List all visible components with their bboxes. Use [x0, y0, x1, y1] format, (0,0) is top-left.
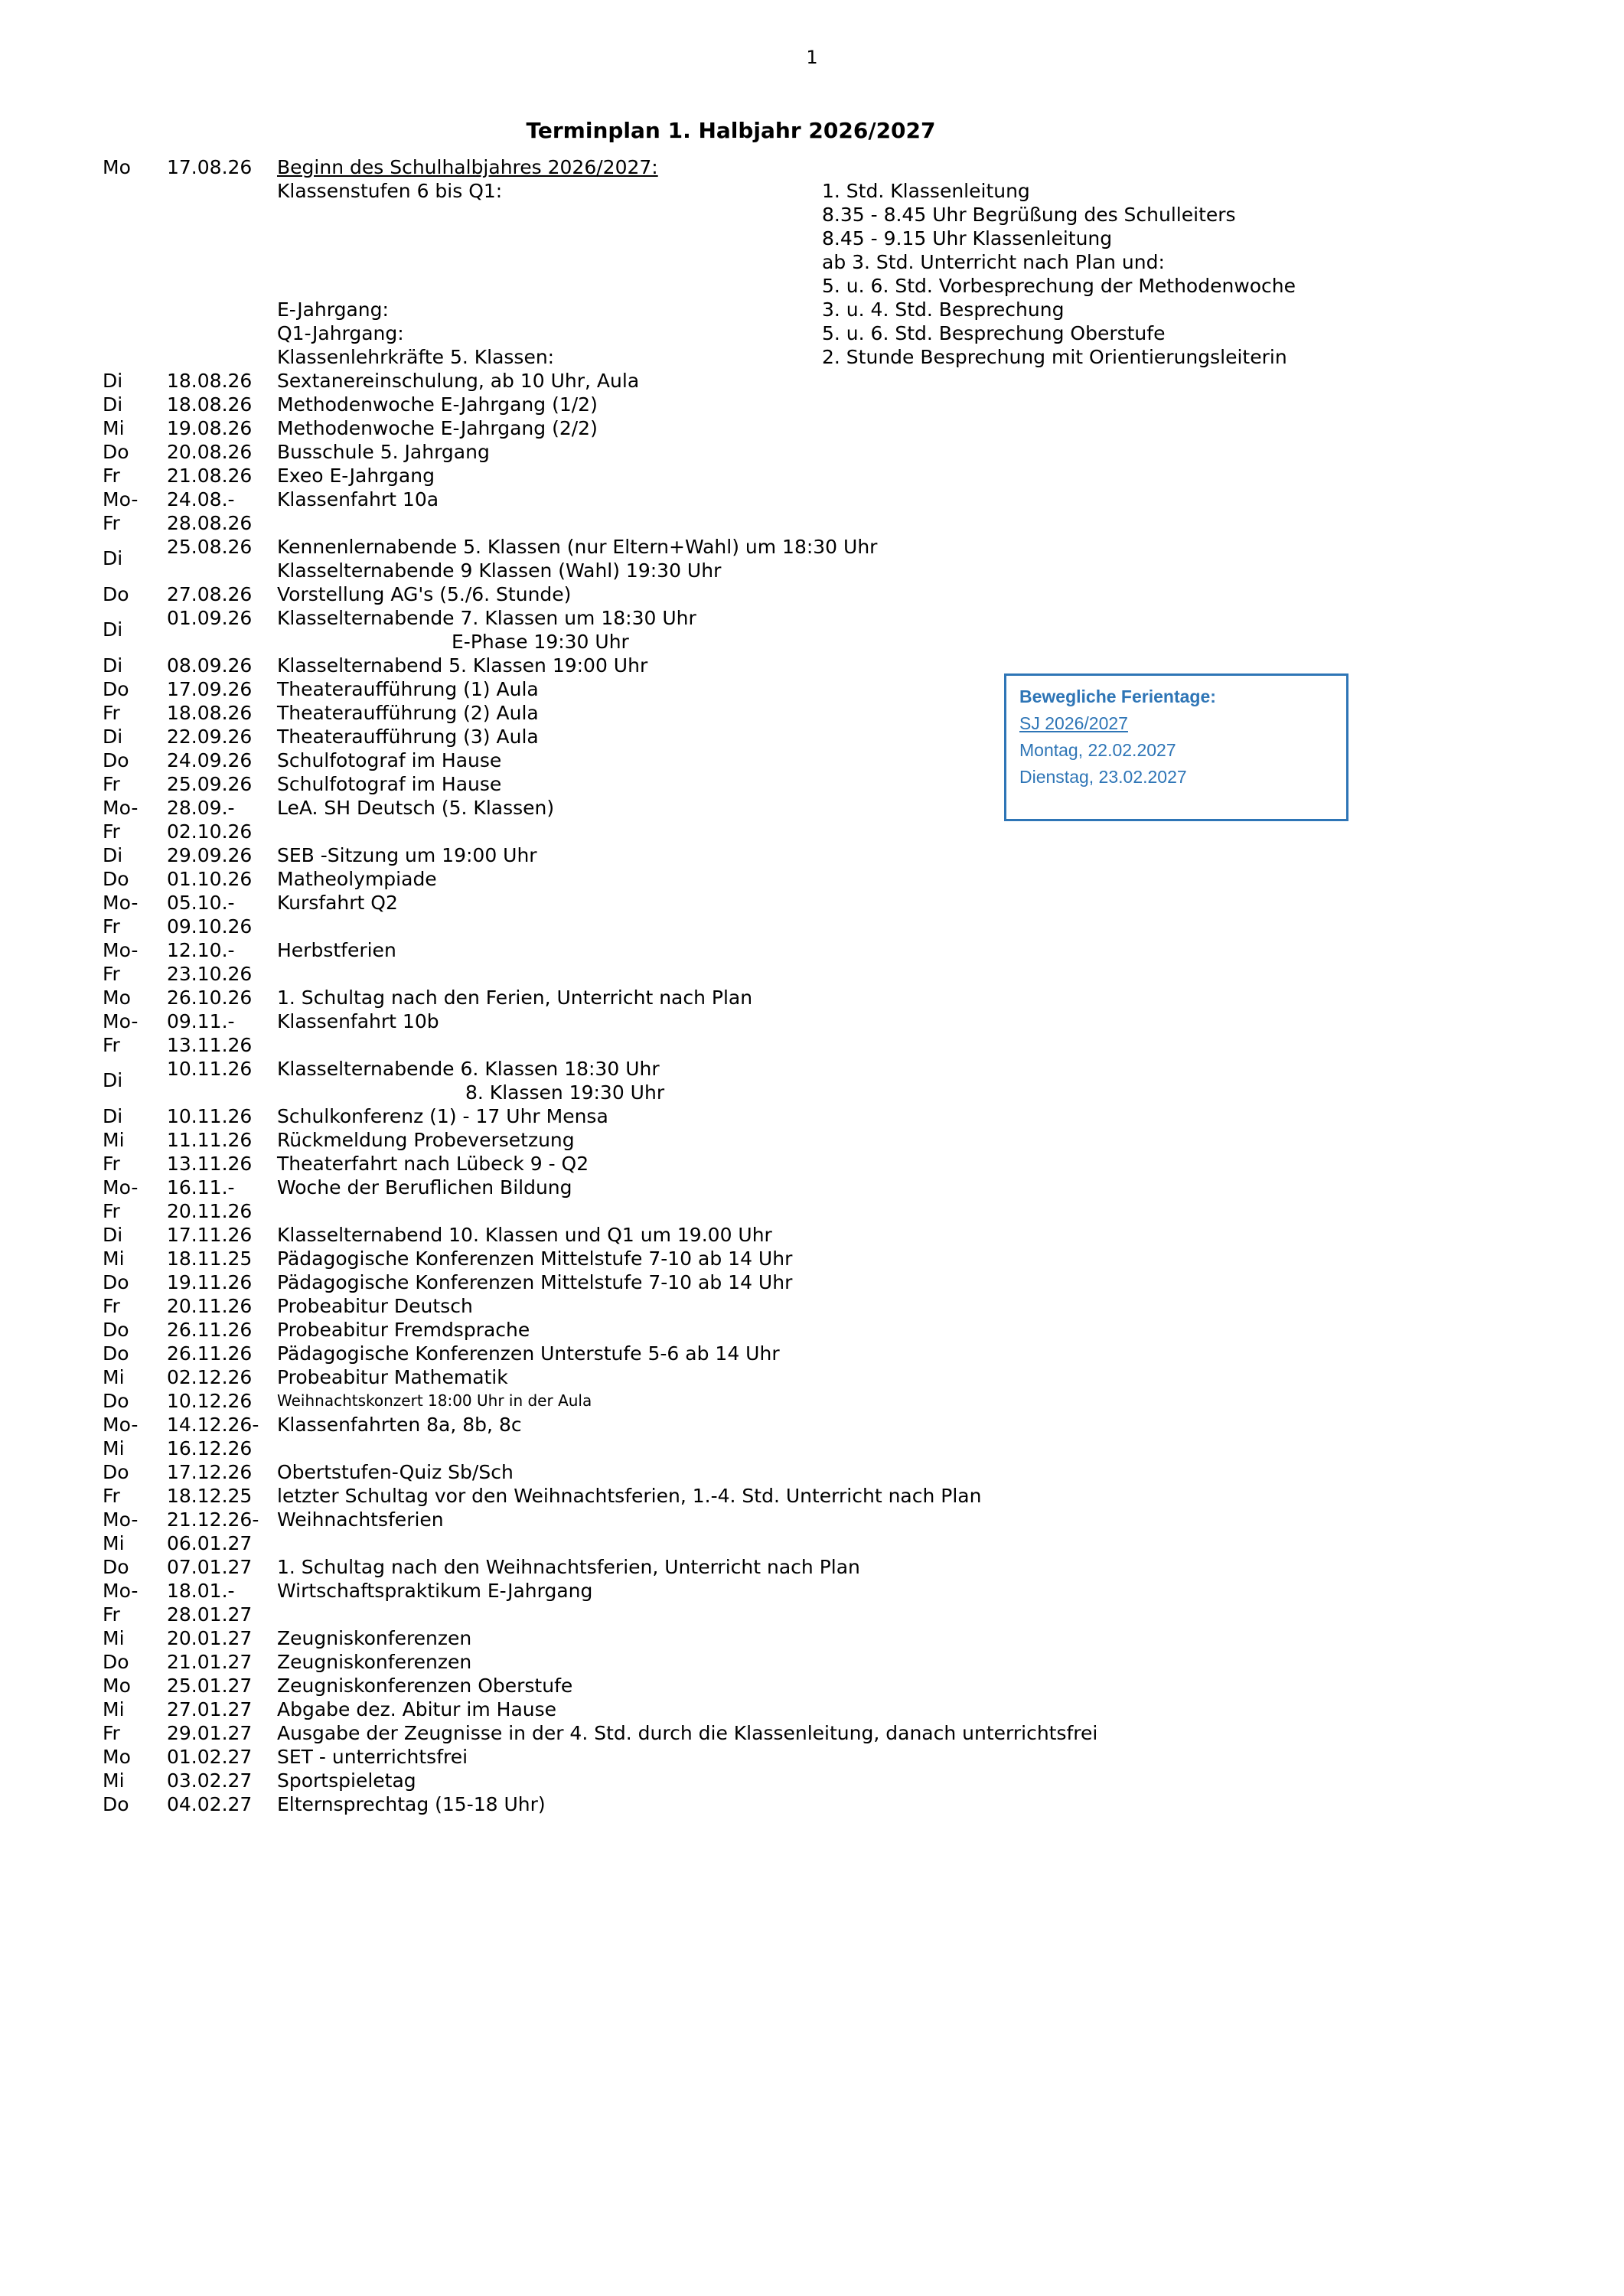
date: 01.10.26	[167, 868, 253, 890]
weekday: Do	[103, 583, 129, 605]
schedule-row	[103, 606, 1557, 654]
opening-line-detail: 1. Std. Klassenleitung	[822, 180, 1030, 202]
event-text: Klassenfahrt 10a	[277, 488, 439, 510]
schedule-row	[103, 440, 1557, 464]
opening-line-detail: ab 3. Std. Unterricht nach Plan und:	[822, 251, 1165, 273]
weekday: Mo-	[103, 1414, 139, 1436]
schedule-row	[103, 1128, 1557, 1152]
event-text: Methodenwoche E-Jahrgang (2/2)	[277, 417, 598, 439]
schedule-list	[103, 155, 1557, 1816]
date: 19.08.26	[167, 417, 253, 439]
event-text: Klasselternabende 7. Klassen um 18:30 Uhr	[277, 607, 696, 629]
weekday: Do	[103, 1319, 129, 1341]
weekday: Fr	[103, 820, 120, 843]
date: 20.01.27	[167, 1627, 253, 1649]
schedule-row	[103, 938, 1557, 962]
opening-line	[103, 250, 1557, 274]
schedule-row	[103, 393, 1557, 416]
schedule-row	[103, 1484, 1557, 1508]
weekday: Do	[103, 1461, 129, 1483]
document-title: Terminplan 1. Halbjahr 2026/2027	[526, 118, 936, 143]
date: 03.02.27	[167, 1769, 253, 1792]
opening-line	[103, 345, 1557, 369]
event-text: Abgabe dez. Abitur im Hause	[277, 1698, 557, 1720]
holiday-day: Montag, 22.02.2027	[1019, 740, 1176, 760]
date: 07.01.27	[167, 1556, 253, 1578]
schedule-row	[103, 1033, 1557, 1057]
weekday: Fr	[103, 702, 120, 724]
schedule-row	[103, 1318, 1557, 1342]
schedule-row	[103, 1413, 1557, 1437]
opening-line	[103, 227, 1557, 250]
event-text: Theateraufführung (2) Aula	[277, 702, 539, 724]
event-text: Pädagogische Konferenzen Unterstufe 5-6 ab 14 Uhr	[277, 1342, 780, 1365]
event-text: Sportspieletag	[277, 1769, 416, 1792]
schedule-row	[103, 1389, 1557, 1413]
event-text: Zeugniskonferenzen	[277, 1627, 472, 1649]
date: 23.10.26	[167, 963, 253, 985]
date: 17.09.26	[167, 678, 253, 700]
weekday: Fr	[103, 915, 120, 938]
schedule-row	[103, 891, 1557, 915]
schedule-row	[103, 1555, 1557, 1579]
event-text: Klasselternabend 5. Klassen 19:00 Uhr	[277, 654, 648, 677]
opening-line-label: Klassenstufen 6 bis Q1:	[277, 180, 503, 202]
weekday: Di	[103, 370, 123, 392]
schedule-row	[103, 1342, 1557, 1365]
date: 16.12.26	[167, 1437, 253, 1459]
date: 26.11.26	[167, 1319, 253, 1341]
opening-line	[103, 298, 1557, 321]
event-text: Probeabitur Fremdsprache	[277, 1319, 530, 1341]
event-text-line2: 8. Klassen 19:30 Uhr	[465, 1081, 665, 1104]
schedule-row	[103, 1460, 1557, 1484]
schedule-row	[103, 1721, 1557, 1745]
schedule-row	[103, 1531, 1557, 1555]
weekday: Di	[103, 1105, 123, 1127]
schedule-row	[103, 582, 1557, 606]
date: 12.10.-	[167, 939, 235, 961]
opening-line	[103, 203, 1557, 227]
date: 18.08.26	[167, 702, 253, 724]
event-text: Zeugniskonferenzen Oberstufe	[277, 1675, 573, 1697]
date: 17.08.26	[167, 156, 253, 178]
event-text: Schulfotograf im Hause	[277, 749, 502, 771]
weekday: Do	[103, 1271, 129, 1293]
schedule-row	[103, 1674, 1557, 1698]
date: 13.11.26	[167, 1153, 253, 1175]
weekday: Mi	[103, 1366, 125, 1388]
schedule-row	[103, 1365, 1557, 1389]
date: 02.12.26	[167, 1366, 253, 1388]
schedule-row	[103, 1057, 1557, 1104]
schedule-row	[103, 488, 1557, 511]
weekday: Mo-	[103, 892, 139, 914]
schedule-row	[103, 1745, 1557, 1769]
weekday: Mo-	[103, 1580, 139, 1602]
weekday: Do	[103, 678, 129, 700]
date: 16.11.-	[167, 1176, 235, 1199]
schedule-row	[103, 986, 1557, 1009]
weekday: Mi	[103, 1532, 125, 1554]
weekday: Do	[103, 868, 129, 890]
date: 28.09.-	[167, 797, 235, 819]
event-text: Matheolympiade	[277, 868, 437, 890]
schedule-row	[103, 1270, 1557, 1294]
weekday: Mi	[103, 1627, 125, 1649]
event-text: Weihnachtsferien	[277, 1508, 444, 1531]
opening-line-detail: 8.35 - 8.45 Uhr Begrüßung des Schulleiters	[822, 204, 1236, 226]
event-text: SEB -Sitzung um 19:00 Uhr	[277, 844, 537, 866]
date: 20.08.26	[167, 441, 253, 463]
weekday: Mi	[103, 1698, 125, 1720]
date: 10.11.26	[167, 1058, 253, 1080]
schedule-row	[103, 843, 1557, 867]
event-text: Theateraufführung (1) Aula	[277, 678, 539, 700]
entry-rows	[103, 369, 1557, 1816]
weekday: Mo-	[103, 1508, 139, 1531]
schedule-row	[103, 1152, 1557, 1176]
opening-line	[103, 274, 1557, 298]
weekday: Do	[103, 1342, 129, 1365]
schedule-row	[103, 1247, 1557, 1270]
event-text: Busschule 5. Jahrgang	[277, 441, 490, 463]
date: 24.09.26	[167, 749, 253, 771]
weekday: Do	[103, 441, 129, 463]
schedule-row	[103, 867, 1557, 891]
schedule-row	[103, 1792, 1557, 1816]
date: 27.08.26	[167, 583, 253, 605]
weekday: Fr	[103, 1153, 120, 1175]
date: 28.01.27	[167, 1603, 253, 1626]
date: 08.09.26	[167, 654, 253, 677]
date: 28.08.26	[167, 512, 253, 534]
event-text: Pädagogische Konferenzen Mittelstufe 7-10 ab 14 Uhr	[277, 1247, 793, 1270]
date: 21.01.27	[167, 1651, 253, 1673]
opening-heading: Beginn des Schulhalbjahres 2026/2027:	[277, 156, 658, 178]
event-text-line2: Klasselternabende 9 Klassen (Wahl) 19:30 Uhr	[277, 559, 722, 582]
event-text: 1. Schultag nach den Ferien, Unterricht nach Plan	[277, 987, 753, 1009]
weekday: Mo-	[103, 939, 139, 961]
weekday: Do	[103, 1556, 129, 1578]
date: 10.11.26	[167, 1105, 253, 1127]
holiday-day: Dienstag, 23.02.2027	[1019, 767, 1187, 787]
event-text: Methodenwoche E-Jahrgang (1/2)	[277, 393, 598, 416]
schedule-row	[103, 962, 1557, 986]
date: 25.09.26	[167, 773, 253, 795]
holiday-box	[1004, 673, 1348, 821]
opening-line-detail: 2. Stunde Besprechung mit Orientierungsleiterin	[822, 346, 1287, 368]
holiday-box-title: Bewegliche Ferientage:	[1019, 687, 1216, 706]
opening-line-label: E-Jahrgang:	[277, 298, 389, 321]
page-number: 1	[806, 47, 818, 68]
date: 25.08.26	[167, 536, 253, 558]
date: 18.01.-	[167, 1580, 235, 1602]
opening-line-detail: 5. u. 6. Std. Besprechung Oberstufe	[822, 322, 1166, 344]
opening-line	[103, 179, 1557, 203]
event-text: Ausgabe der Zeugnisse in der 4. Std. durch die Klassenleitung, danach unterrichtsfrei	[277, 1722, 1098, 1744]
weekday: Mo	[103, 987, 131, 1009]
schedule-row	[103, 1650, 1557, 1674]
schedule-row	[103, 1176, 1557, 1199]
event-text: Schulkonferenz (1) - 17 Uhr Mensa	[277, 1105, 608, 1127]
date: 27.01.27	[167, 1698, 253, 1720]
event-text-line2: E-Phase 19:30 Uhr	[452, 631, 629, 653]
schedule-row	[103, 369, 1557, 393]
schedule-row	[103, 1626, 1557, 1650]
date: 24.08.-	[167, 488, 235, 510]
date: 25.01.27	[167, 1675, 253, 1697]
event-text: Sextanereinschulung, ab 10 Uhr, Aula	[277, 370, 640, 392]
weekday: Di	[103, 654, 123, 677]
weekday: Fr	[103, 1200, 120, 1222]
weekday: Mo-	[103, 1010, 139, 1032]
date: 17.11.26	[167, 1224, 253, 1246]
date: 17.12.26	[167, 1461, 253, 1483]
weekday: Fr	[103, 773, 120, 795]
schedule-row	[103, 1104, 1557, 1128]
date: 18.08.26	[167, 370, 253, 392]
event-text: Klassenfahrt 10b	[277, 1010, 439, 1032]
schedule-row	[103, 1579, 1557, 1603]
opening-line-detail: 3. u. 4. Std. Besprechung	[822, 298, 1065, 321]
event-text: Kennenlernabende 5. Klassen (nur Eltern+Wahl) um 18:30 Uhr	[277, 536, 878, 558]
date: 14.12.26-	[167, 1414, 259, 1436]
weekday: Mi	[103, 417, 125, 439]
schedule-row	[103, 1223, 1557, 1247]
weekday: Do	[103, 1651, 129, 1673]
date: 01.02.27	[167, 1746, 253, 1768]
event-text: Pädagogische Konferenzen Mittelstufe 7-10 ab 14 Uhr	[277, 1271, 793, 1293]
event-text: Elternsprechtag (15-18 Uhr)	[277, 1793, 546, 1815]
opening-line-detail: 5. u. 6. Std. Vorbesprechung der Methodenwoche	[822, 275, 1296, 297]
event-text: 1. Schultag nach den Weihnachtsferien, Unterricht nach Plan	[277, 1556, 860, 1578]
date: 09.11.-	[167, 1010, 235, 1032]
event-text: Kursfahrt Q2	[277, 892, 398, 914]
weekday: Fr	[103, 1722, 120, 1744]
date: 05.10.-	[167, 892, 235, 914]
weekday: Do	[103, 1390, 129, 1412]
weekday: Fr	[103, 465, 120, 487]
date: 21.12.26-	[167, 1508, 259, 1531]
weekday: Mi	[103, 1129, 125, 1151]
date: 13.11.26	[167, 1034, 253, 1056]
schedule-row	[103, 1294, 1557, 1318]
schedule-row	[103, 416, 1557, 440]
date: 10.12.26	[167, 1390, 253, 1412]
weekday: Fr	[103, 1034, 120, 1056]
weekday: Di	[103, 618, 123, 641]
event-text: letzter Schultag vor den Weihnachtsferien, 1.-4. Std. Unterricht nach Plan	[277, 1485, 982, 1507]
schedule-row	[103, 915, 1557, 938]
event-text: Klasselternabend 10. Klassen und Q1 um 19.00 Uhr	[277, 1224, 772, 1246]
weekday: Di	[103, 393, 123, 416]
opening-details	[103, 179, 1557, 369]
event-text: Theateraufführung (3) Aula	[277, 726, 539, 748]
weekday: Fr	[103, 1603, 120, 1626]
schedule-row	[103, 1603, 1557, 1626]
event-text: Weihnachtskonzert 18:00 Uhr in der Aula	[277, 1391, 592, 1410]
opening-line	[103, 321, 1557, 345]
event-text: Theaterfahrt nach Lübeck 9 - Q2	[277, 1153, 589, 1175]
weekday: Di	[103, 1224, 123, 1246]
date: 26.11.26	[167, 1342, 253, 1365]
weekday: Fr	[103, 1295, 120, 1317]
weekday: Fr	[103, 963, 120, 985]
schedule-row	[103, 820, 1557, 843]
weekday: Mo-	[103, 1176, 139, 1199]
weekday: Di	[103, 844, 123, 866]
event-text: Herbstferien	[277, 939, 396, 961]
date: 26.10.26	[167, 987, 253, 1009]
event-text: Klassenfahrten 8a, 8b, 8c	[277, 1414, 522, 1436]
event-text: LeA. SH Deutsch (5. Klassen)	[277, 797, 555, 819]
schedule-row-opening	[103, 155, 1557, 179]
weekday: Do	[103, 749, 129, 771]
weekday: Di	[103, 726, 123, 748]
date: 06.01.27	[167, 1532, 253, 1554]
schedule-row	[103, 1009, 1557, 1033]
schedule-row	[103, 535, 1557, 582]
event-text: Schulfotograf im Hause	[277, 773, 502, 795]
weekday: Di	[103, 1069, 123, 1091]
date: 29.09.26	[167, 844, 253, 866]
schedule-row	[103, 1199, 1557, 1223]
opening-line-detail: 8.45 - 9.15 Uhr Klassenleitung	[822, 227, 1113, 249]
event-text: Probeabitur Deutsch	[277, 1295, 473, 1317]
weekday: Fr	[103, 1485, 120, 1507]
date: 20.11.26	[167, 1295, 253, 1317]
date: 09.10.26	[167, 915, 253, 938]
weekday: Mo	[103, 156, 131, 178]
weekday: Mo-	[103, 488, 139, 510]
schedule-row	[103, 1508, 1557, 1531]
event-text: Wirtschaftspraktikum E-Jahrgang	[277, 1580, 593, 1602]
weekday: Mi	[103, 1437, 125, 1459]
schedule-row	[103, 464, 1557, 488]
event-text: Woche der Beruflichen Bildung	[277, 1176, 572, 1199]
schedule-row	[103, 511, 1557, 535]
date: 21.08.26	[167, 465, 253, 487]
weekday: Mo	[103, 1675, 131, 1697]
weekday: Mo-	[103, 797, 139, 819]
date: 11.11.26	[167, 1129, 253, 1151]
opening-line-label: Klassenlehrkräfte 5. Klassen:	[277, 346, 555, 368]
event-text: Rückmeldung Probeversetzung	[277, 1129, 575, 1151]
holiday-box-link[interactable]: SJ 2026/2027	[1019, 713, 1128, 733]
event-text: Probeabitur Mathematik	[277, 1366, 508, 1388]
weekday: Do	[103, 1793, 129, 1815]
weekday: Mi	[103, 1769, 125, 1792]
date: 02.10.26	[167, 820, 253, 843]
date: 18.11.25	[167, 1247, 253, 1270]
schedule-row	[103, 1769, 1557, 1792]
event-text: Zeugniskonferenzen	[277, 1651, 472, 1673]
event-text: SET - unterrichtsfrei	[277, 1746, 468, 1768]
date: 04.02.27	[167, 1793, 253, 1815]
date: 01.09.26	[167, 607, 253, 629]
event-text: Klasselternabende 6. Klassen 18:30 Uhr	[277, 1058, 660, 1080]
date: 18.08.26	[167, 393, 253, 416]
event-text: Vorstellung AG's (5./6. Stunde)	[277, 583, 572, 605]
date: 22.09.26	[167, 726, 253, 748]
weekday: Mi	[103, 1247, 125, 1270]
event-text: Exeo E-Jahrgang	[277, 465, 435, 487]
event-text: Obertstufen-Quiz Sb/Sch	[277, 1461, 514, 1483]
weekday: Fr	[103, 512, 120, 534]
date: 18.12.25	[167, 1485, 253, 1507]
schedule-row	[103, 1698, 1557, 1721]
date: 29.01.27	[167, 1722, 253, 1744]
date: 19.11.26	[167, 1271, 253, 1293]
schedule-row	[103, 1437, 1557, 1460]
weekday: Mo	[103, 1746, 131, 1768]
date: 20.11.26	[167, 1200, 253, 1222]
weekday: Di	[103, 547, 123, 569]
opening-line-label: Q1-Jahrgang:	[277, 322, 404, 344]
